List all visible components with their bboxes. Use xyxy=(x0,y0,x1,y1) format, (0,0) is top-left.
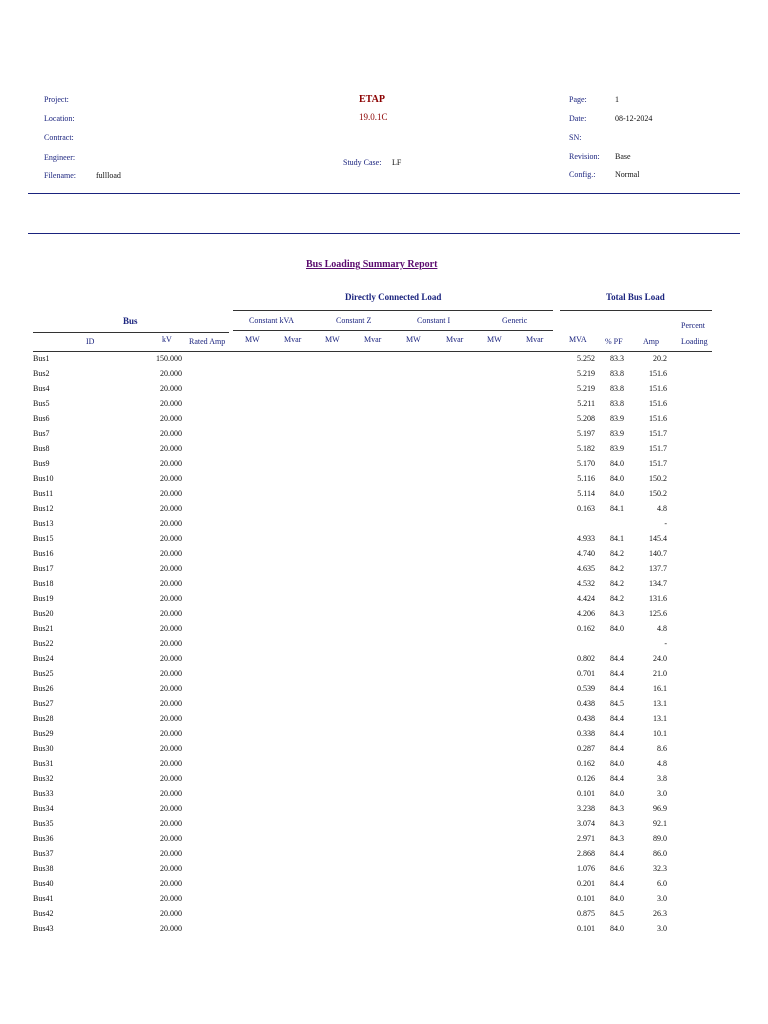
bus-amp: 20.2 xyxy=(653,354,667,363)
bus-id: Bus21 xyxy=(33,624,54,633)
col-amp: Amp xyxy=(643,337,659,346)
table-row xyxy=(0,579,768,594)
bus-amp: 86.0 xyxy=(653,849,667,858)
bus-amp: 137.7 xyxy=(649,564,667,573)
bus-id: Bus26 xyxy=(33,684,54,693)
col-kva-mw: MW xyxy=(245,335,260,344)
bus-pf: 84.0 xyxy=(610,924,624,933)
bus-kv: 20.000 xyxy=(160,549,182,558)
table-row xyxy=(0,534,768,549)
bus-kv: 20.000 xyxy=(160,879,182,888)
revision-value: Base xyxy=(615,152,631,161)
bus-mva: 5.219 xyxy=(577,369,595,378)
bus-mva: 0.162 xyxy=(577,624,595,633)
bus-mva: 5.219 xyxy=(577,384,595,393)
bus-id: Bus27 xyxy=(33,699,54,708)
table-row xyxy=(0,474,768,489)
table-row xyxy=(0,909,768,924)
bus-mva: 5.252 xyxy=(577,354,595,363)
bus-kv: 20.000 xyxy=(160,369,182,378)
table-row xyxy=(0,714,768,729)
table-row xyxy=(0,924,768,939)
bus-pf: 84.5 xyxy=(610,909,624,918)
bus-pf: 84.2 xyxy=(610,549,624,558)
bus-id: Bus33 xyxy=(33,789,54,798)
bus-mva: 0.438 xyxy=(577,714,595,723)
bus-pf: 83.8 xyxy=(610,384,624,393)
bus-kv: 20.000 xyxy=(160,864,182,873)
bus-id: Bus28 xyxy=(33,714,54,723)
bus-pf: 84.0 xyxy=(610,624,624,633)
bus-pf: 84.5 xyxy=(610,699,624,708)
bus-id: Bus41 xyxy=(33,894,54,903)
bus-kv: 20.000 xyxy=(160,699,182,708)
bus-kv: 20.000 xyxy=(160,669,182,678)
bus-kv: 20.000 xyxy=(160,909,182,918)
table-row xyxy=(0,654,768,669)
group-total-bus-load: Total Bus Load xyxy=(606,292,665,302)
bus-id: Bus37 xyxy=(33,849,54,858)
bus-pf: 84.3 xyxy=(610,804,624,813)
bus-kv: 20.000 xyxy=(160,384,182,393)
bus-id: Bus9 xyxy=(33,459,50,468)
date-label: Date: xyxy=(569,114,587,123)
table-row xyxy=(0,444,768,459)
col-i-mvar: Mvar xyxy=(446,335,464,344)
bus-kv: 20.000 xyxy=(160,639,182,648)
bus-kv: 20.000 xyxy=(160,504,182,513)
bus-amp: 151.7 xyxy=(649,459,667,468)
bus-id: Bus11 xyxy=(33,489,54,498)
col-pf: % PF xyxy=(605,337,623,346)
bus-mva: 0.101 xyxy=(577,789,595,798)
bus-pf: 84.6 xyxy=(610,864,624,873)
project-label: Project: xyxy=(44,95,69,104)
bus-amp: 145.4 xyxy=(649,534,667,543)
bus-pf: 84.0 xyxy=(610,489,624,498)
bus-kv: 20.000 xyxy=(160,894,182,903)
engineer-label: Engineer: xyxy=(44,153,76,162)
bus-amp: - xyxy=(664,519,667,528)
table-row xyxy=(0,864,768,879)
bus-pf: 84.4 xyxy=(610,729,624,738)
bus-id: Bus22 xyxy=(33,639,54,648)
table-row xyxy=(0,774,768,789)
bus-mva: 0.126 xyxy=(577,774,595,783)
table-row xyxy=(0,759,768,774)
bus-kv: 20.000 xyxy=(160,534,182,543)
bus-kv: 20.000 xyxy=(160,684,182,693)
table-row xyxy=(0,744,768,759)
bus-amp: 150.2 xyxy=(649,474,667,483)
bus-amp: 13.1 xyxy=(653,714,667,723)
group-bus: Bus xyxy=(123,316,138,326)
bus-amp: 32.3 xyxy=(653,864,667,873)
bus-pf: 83.3 xyxy=(610,354,624,363)
table-row xyxy=(0,624,768,639)
bus-id: Bus7 xyxy=(33,429,50,438)
bus-pf: 84.0 xyxy=(610,459,624,468)
table-row xyxy=(0,594,768,609)
study-case-value: LF xyxy=(392,158,402,167)
direct-group-rule xyxy=(233,310,553,311)
bus-id: Bus29 xyxy=(33,729,54,738)
table-row xyxy=(0,564,768,579)
filename-value: fullload xyxy=(96,171,121,180)
bus-id: Bus8 xyxy=(33,444,50,453)
sn-label: SN: xyxy=(569,133,582,142)
sub-generic: Generic xyxy=(502,316,528,325)
bus-amp: 151.6 xyxy=(649,399,667,408)
bus-kv: 150.000 xyxy=(156,354,182,363)
bus-id: Bus35 xyxy=(33,819,54,828)
bus-pf: 84.4 xyxy=(610,669,624,678)
bus-kv: 20.000 xyxy=(160,789,182,798)
bus-amp: 3.0 xyxy=(657,924,667,933)
bus-mva: 5.182 xyxy=(577,444,595,453)
bus-pf: 84.0 xyxy=(610,759,624,768)
bus-amp: 4.8 xyxy=(657,759,667,768)
bus-mva: 0.101 xyxy=(577,894,595,903)
bus-pf: 84.4 xyxy=(610,849,624,858)
bus-pf: 84.2 xyxy=(610,594,624,603)
bus-pf: 84.4 xyxy=(610,879,624,888)
table-row xyxy=(0,729,768,744)
bus-kv: 20.000 xyxy=(160,624,182,633)
bus-id: Bus30 xyxy=(33,744,54,753)
bus-mva: 5.116 xyxy=(577,474,595,483)
bus-pf: 84.2 xyxy=(610,579,624,588)
bus-amp: 150.2 xyxy=(649,489,667,498)
col-mva: MVA xyxy=(569,335,587,344)
table-row xyxy=(0,669,768,684)
table-row xyxy=(0,789,768,804)
col-percent: Percent xyxy=(681,321,705,330)
bus-amp: 13.1 xyxy=(653,699,667,708)
bus-pf: 84.0 xyxy=(610,474,624,483)
bus-pf: 84.1 xyxy=(610,504,624,513)
bus-mva: 4.635 xyxy=(577,564,595,573)
bus-id: Bus2 xyxy=(33,369,50,378)
config-label: Config.: xyxy=(569,170,596,179)
bus-kv: 20.000 xyxy=(160,459,182,468)
table-row xyxy=(0,609,768,624)
table-row xyxy=(0,459,768,474)
bus-mva: 0.539 xyxy=(577,684,595,693)
bus-amp: - xyxy=(664,639,667,648)
bus-group-rule xyxy=(33,332,229,333)
total-group-rule xyxy=(560,310,712,311)
bus-mva: 0.101 xyxy=(577,924,595,933)
bus-kv: 20.000 xyxy=(160,519,182,528)
bus-id: Bus5 xyxy=(33,399,50,408)
table-row xyxy=(0,849,768,864)
bus-mva: 0.287 xyxy=(577,744,595,753)
bus-id: Bus13 xyxy=(33,519,54,528)
table-row xyxy=(0,834,768,849)
bus-pf: 84.4 xyxy=(610,744,624,753)
table-row xyxy=(0,429,768,444)
table-row xyxy=(0,399,768,414)
bus-pf: 83.9 xyxy=(610,429,624,438)
bus-id: Bus10 xyxy=(33,474,54,483)
bus-pf: 83.8 xyxy=(610,369,624,378)
bus-id: Bus18 xyxy=(33,579,54,588)
bus-pf: 84.3 xyxy=(610,819,624,828)
bus-mva: 1.076 xyxy=(577,864,595,873)
bus-kv: 20.000 xyxy=(160,714,182,723)
bus-amp: 151.6 xyxy=(649,384,667,393)
bus-kv: 20.000 xyxy=(160,429,182,438)
bus-kv: 20.000 xyxy=(160,579,182,588)
header-divider xyxy=(28,193,740,194)
bus-pf: 84.4 xyxy=(610,654,624,663)
bus-pf: 83.9 xyxy=(610,444,624,453)
sub-group-rule xyxy=(233,330,553,331)
etap-version: 19.0.1C xyxy=(359,112,388,122)
bus-mva: 2.868 xyxy=(577,849,595,858)
bus-id: Bus17 xyxy=(33,564,54,573)
col-generic-mvar: Mvar xyxy=(526,335,544,344)
table-row xyxy=(0,639,768,654)
sub-constant-i: Constant I xyxy=(417,316,451,325)
table-row xyxy=(0,489,768,504)
bus-kv: 20.000 xyxy=(160,414,182,423)
bus-kv: 20.000 xyxy=(160,564,182,573)
bus-amp: 92.1 xyxy=(653,819,667,828)
bus-pf: 84.3 xyxy=(610,609,624,618)
bus-mva: 0.701 xyxy=(577,669,595,678)
bus-id: Bus4 xyxy=(33,384,50,393)
bus-amp: 24.0 xyxy=(653,654,667,663)
bus-kv: 20.000 xyxy=(160,444,182,453)
bus-mva: 5.208 xyxy=(577,414,595,423)
col-z-mvar: Mvar xyxy=(364,335,382,344)
table-row xyxy=(0,894,768,909)
bus-amp: 151.6 xyxy=(649,369,667,378)
bus-kv: 20.000 xyxy=(160,489,182,498)
table-row xyxy=(0,369,768,384)
bus-id: Bus34 xyxy=(33,804,54,813)
col-z-mw: MW xyxy=(325,335,340,344)
col-rated-amp: Rated Amp xyxy=(189,337,226,346)
bus-pf: 84.0 xyxy=(610,894,624,903)
col-i-mw: MW xyxy=(406,335,421,344)
bus-id: Bus38 xyxy=(33,864,54,873)
bus-amp: 4.8 xyxy=(657,504,667,513)
table-row xyxy=(0,879,768,894)
col-kv: kV xyxy=(162,335,172,344)
bus-mva: 5.197 xyxy=(577,429,595,438)
group-directly-connected: Directly Connected Load xyxy=(345,292,442,302)
bus-mva: 4.424 xyxy=(577,594,595,603)
column-header-rule xyxy=(33,351,712,352)
bus-kv: 20.000 xyxy=(160,609,182,618)
bus-amp: 6.0 xyxy=(657,879,667,888)
bus-pf: 84.0 xyxy=(610,789,624,798)
bus-mva: 3.238 xyxy=(577,804,595,813)
bus-id: Bus24 xyxy=(33,654,54,663)
bus-mva: 5.114 xyxy=(577,489,595,498)
bus-id: Bus19 xyxy=(33,594,54,603)
table-row xyxy=(0,819,768,834)
date-value: 08-12-2024 xyxy=(615,114,653,123)
bus-id: Bus15 xyxy=(33,534,54,543)
col-generic-mw: MW xyxy=(487,335,502,344)
bus-pf: 84.4 xyxy=(610,774,624,783)
col-id: ID xyxy=(86,337,95,346)
bus-amp: 3.0 xyxy=(657,789,667,798)
bus-kv: 20.000 xyxy=(160,474,182,483)
bus-id: Bus6 xyxy=(33,414,50,423)
bus-mva: 0.875 xyxy=(577,909,595,918)
bus-amp: 16.1 xyxy=(653,684,667,693)
bus-kv: 20.000 xyxy=(160,849,182,858)
bus-mva: 4.933 xyxy=(577,534,595,543)
sub-constant-kva: Constant kVA xyxy=(249,316,294,325)
bus-pf: 84.2 xyxy=(610,564,624,573)
bus-kv: 20.000 xyxy=(160,744,182,753)
page-value: 1 xyxy=(615,95,619,104)
bus-kv: 20.000 xyxy=(160,834,182,843)
bus-mva: 4.206 xyxy=(577,609,595,618)
bus-amp: 151.7 xyxy=(649,444,667,453)
table-row xyxy=(0,384,768,399)
col-loading: Loading xyxy=(681,337,708,346)
bus-id: Bus31 xyxy=(33,759,54,768)
bus-id: Bus43 xyxy=(33,924,54,933)
bus-amp: 151.7 xyxy=(649,429,667,438)
bus-amp: 10.1 xyxy=(653,729,667,738)
bus-kv: 20.000 xyxy=(160,399,182,408)
table-row xyxy=(0,519,768,534)
bus-kv: 20.000 xyxy=(160,729,182,738)
bus-kv: 20.000 xyxy=(160,774,182,783)
table-row xyxy=(0,504,768,519)
bus-amp: 151.6 xyxy=(649,414,667,423)
bus-kv: 20.000 xyxy=(160,759,182,768)
sub-constant-z: Constant Z xyxy=(336,316,372,325)
bus-amp: 21.0 xyxy=(653,669,667,678)
bus-kv: 20.000 xyxy=(160,594,182,603)
bus-mva: 0.201 xyxy=(577,879,595,888)
bus-id: Bus32 xyxy=(33,774,54,783)
bus-pf: 84.4 xyxy=(610,714,624,723)
bus-pf: 84.4 xyxy=(610,684,624,693)
bus-amp: 26.3 xyxy=(653,909,667,918)
bus-mva: 5.170 xyxy=(577,459,595,468)
study-case-label: Study Case: xyxy=(343,158,382,167)
bus-amp: 140.7 xyxy=(649,549,667,558)
bus-pf: 84.1 xyxy=(610,534,624,543)
bus-pf: 83.8 xyxy=(610,399,624,408)
bus-amp: 96.9 xyxy=(653,804,667,813)
bus-id: Bus20 xyxy=(33,609,54,618)
bus-id: Bus36 xyxy=(33,834,54,843)
table-row xyxy=(0,354,768,369)
bus-mva: 3.074 xyxy=(577,819,595,828)
contract-label: Contract: xyxy=(44,133,74,142)
bus-amp: 8.6 xyxy=(657,744,667,753)
bus-amp: 89.0 xyxy=(653,834,667,843)
bus-id: Bus40 xyxy=(33,879,54,888)
location-label: Location: xyxy=(44,114,75,123)
bus-mva: 0.438 xyxy=(577,699,595,708)
filename-label: Filename: xyxy=(44,171,76,180)
bus-mva: 4.740 xyxy=(577,549,595,558)
table-row xyxy=(0,549,768,564)
bus-kv: 20.000 xyxy=(160,654,182,663)
bus-amp: 3.0 xyxy=(657,894,667,903)
bus-mva: 2.971 xyxy=(577,834,595,843)
report-title: Bus Loading Summary Report xyxy=(306,259,438,270)
bus-amp: 4.8 xyxy=(657,624,667,633)
table-row xyxy=(0,684,768,699)
bus-id: Bus16 xyxy=(33,549,54,558)
bus-amp: 3.8 xyxy=(657,774,667,783)
bus-mva: 0.162 xyxy=(577,759,595,768)
bus-id: Bus12 xyxy=(33,504,54,513)
bus-pf: 84.3 xyxy=(610,834,624,843)
bus-mva: 4.532 xyxy=(577,579,595,588)
bus-id: Bus1 xyxy=(33,354,50,363)
bus-id: Bus42 xyxy=(33,909,54,918)
bus-amp: 134.7 xyxy=(649,579,667,588)
bus-kv: 20.000 xyxy=(160,804,182,813)
bus-kv: 20.000 xyxy=(160,819,182,828)
bus-kv: 20.000 xyxy=(160,924,182,933)
col-kva-mvar: Mvar xyxy=(284,335,302,344)
config-value: Normal xyxy=(615,170,640,179)
bus-amp: 125.6 xyxy=(649,609,667,618)
bus-mva: 0.338 xyxy=(577,729,595,738)
revision-label: Revision: xyxy=(569,152,600,161)
etap-brand: ETAP xyxy=(359,94,385,105)
bus-mva: 0.802 xyxy=(577,654,595,663)
page-label: Page: xyxy=(569,95,587,104)
bus-pf: 83.9 xyxy=(610,414,624,423)
table-row xyxy=(0,414,768,429)
table-row xyxy=(0,699,768,714)
bus-id: Bus25 xyxy=(33,669,54,678)
bus-mva: 5.211 xyxy=(577,399,595,408)
bus-amp: 131.6 xyxy=(649,594,667,603)
table-row xyxy=(0,804,768,819)
section-divider xyxy=(28,233,740,234)
bus-mva: 0.163 xyxy=(577,504,595,513)
